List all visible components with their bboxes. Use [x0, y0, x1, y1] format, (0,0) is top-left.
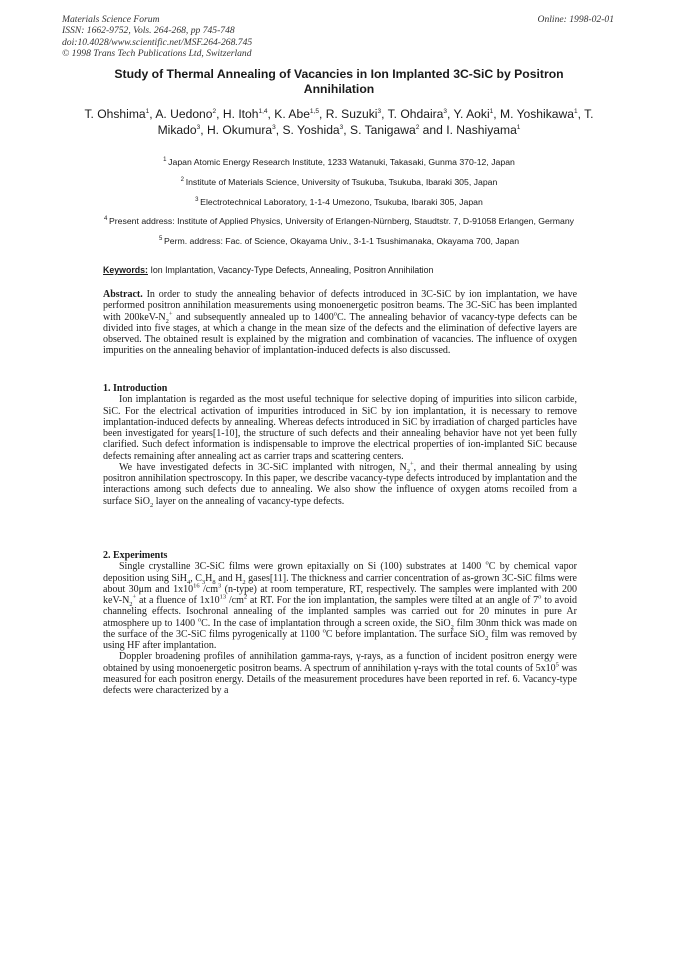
author-name: M. Yoshikawa [500, 107, 574, 121]
author-affiliation-mark: 3 [339, 124, 344, 132]
author-affiliation-mark: 2 [212, 107, 217, 115]
doi-line: doi:10.4028/www.scientific.net/MSF.264-268.745 [62, 36, 253, 48]
section-heading: 2. Experiments [103, 550, 168, 561]
author-affiliation-mark: 2 [415, 124, 420, 132]
author-name: T. Mikado [157, 107, 594, 138]
affiliation: $^2$ Institute of Materials Science, University of Tsukuba, Tsukuba, Ibaraki 305, Japan [180, 176, 498, 187]
paragraph: Single crystalline 3C-SiC films were grown epitaxially on Si (100) substrates at 1400 $^o$C by chemical vapor deposition using SiH$_4$, $C_3H_8$ and $H_2$ gases[11]. The thickness and carrier concentration of as-grown 3C-SiC films were about 30μm and $1x10^{16}$ $/cm^3$ (n-type) at room temperature, RT, respectively. The samples were implanted with 200 keV-$N_2^+$ at a fluence of $1x10^{13}$ $/cm^2$ at RT. For the ion implantation, the samples were tilted at an angle of 7$^o$ to avoid channeling effects. Isochronal annealing of the implanted samples was carried out for 20 minutes in pure Ar atmosphere up to 1400 $^o$C. In the case of implantation through a screen oxide, the SiO$_2$ film 30nm thick was made on the surface of the 3C-SiC films pyrogenically at 1100 $^o$C before implantation. The surface SiO$_2$ film was removed by using HF after implantation. [103, 559, 578, 651]
author-affiliation-mark: 1 [573, 107, 578, 115]
affiliation: $^3$ Electrotechnical Laboratory, 1-1-4 Umezono, Tsukuba, Ibaraki 305, Japan [195, 196, 483, 207]
journal-name: Materials Science Forum [62, 14, 160, 25]
affiliation: $^5$ Perm. address: Fac. of Science, Okayama Univ., 3-1-1 Tsushimanaka, Okayama 700, Japan [158, 236, 520, 247]
experiments-section [103, 550, 577, 696]
abstract [103, 289, 577, 357]
author-affiliation-mark: 3 [443, 107, 448, 115]
paragraph: We have investigated defects in 3C-SiC implanted with nitrogen, $N_2^+$, and their thermal annealing by using positron annihilation spectroscopy. In this paper, we describe vacancy-type defects introduced by implantation and the interactions among such defects due to annealing. We also show the influence of oxygen atoms recoiled from a surface SiO$_2$ layer on the annealing of vacancy-type defects. [103, 460, 577, 509]
author-name: S. Tanigawa [350, 123, 416, 138]
issn-line: ISSN: 1662-9752, Vols. 264-268, pp 745-748 [62, 25, 235, 37]
author-affiliation-mark: 1 [489, 107, 494, 115]
author-name: R. Suzuki [325, 107, 378, 121]
author-name: H. Okumura [206, 123, 273, 138]
author-affiliation-mark: 3 [377, 107, 382, 115]
keywords [103, 265, 583, 275]
introduction-section [103, 383, 577, 507]
author-affiliation-mark: 1,5 [309, 107, 319, 115]
author-name: Y. Aoki [453, 107, 490, 121]
paragraph: Doppler broadening profiles of annihilation gamma-rays, γ-rays, as a function of incident positron energy were obtained by using monoenergetic positron beams. A spectrum of annihilation γ-rays with the total counts of $5x10^5$ was measured for each positron energy. Details of the measurement procedures have been reported in ref. 6. Vacancy-type defects were characterized by a [103, 651, 578, 696]
article-metadata [62, 14, 618, 60]
copyright-line: © 1998 Trans Tech Publications Ltd, Switzerland [62, 48, 252, 60]
author-name: A. Uedono [155, 107, 213, 121]
affiliation-list [80, 157, 598, 256]
author-name: S. Yoshida [282, 123, 340, 138]
author-name: I. Nashiyama [446, 123, 517, 138]
online-date: Online: 1998-02-01 [537, 14, 614, 25]
author-affiliation-mark: 1 [145, 107, 150, 115]
affiliation: $^4$ Present address: Institute of Applied Physics, University of Erlangen-Nürnberg, Staudtstr. 7, D-91058 Erlangen, Germany [103, 216, 575, 227]
abstract-label: Abstract. [103, 289, 143, 300]
author-name: T. Ohdaira [387, 107, 444, 121]
author-name: H. Itoh [222, 107, 259, 121]
author-name: T. Ohshima [84, 107, 146, 121]
author-name: K. Abe [274, 107, 310, 121]
affiliation: $^1$ Japan Atomic Energy Research Institute, 1233 Watanuki, Takasaki, Gunma 370-12, Japan [163, 157, 515, 167]
abstract-text: In order to study the annealing behavior of defects introduced in 3C-SiC by ion implantation, we have performed positron annihilation measurements using monoenergetic positron beams. The 3C-SiC has been implanted with $200keV-N_2^+$ and subsequently annealed up to 1400$^o$C. The annealing behavior of vacancy-type defects can be divided into five stages, at which a change in the mean size of the defects and the elimination of defective layers are observed. The obtained result is explained by the migration and combination of vacancies. The influence of oxygen impurities on the annealing behavior of implantation-induced defects is also discussed. [103, 289, 578, 357]
section-heading: 1. Introduction [103, 383, 168, 394]
author-affiliation-mark: 3 [196, 124, 201, 132]
paragraph: Ion implantation is regarded as the most useful technique for selective doping of impurities into silicon carbide, SiC. For the electrical activation of impurities introduced in SiC by ion implantation, it is necessary to remove implantation-induced defects by annealing. Whereas defects introduced in SiC by irradiation of charged particles have been investigated for years[1-10], the structure of such defects and their annealing behavior have not yet been fully clarified. Such defect information is indispensable to improve the electrical properties of ion-implanted SiC because defects remaining after annealing act as carrier traps and scattering centers. [103, 394, 577, 462]
author-list: T. Ohshima$^1$, A. Uedono$^2$, H. Itoh$^{1,4}$, K. Abe$^{1,5}$, R. Suzuki$^3$, T. Ohdaira$^3$, Y. Aoki$^1$, M. Yoshikawa$^1$, T. Mikado$^3$, H. Okumura$^3$, S. Yoshida$^3$, S. Tanigawa$^2$ and I. Nashiyama$^1$ [84, 107, 594, 138]
author-affiliation-mark: 1 [516, 124, 521, 132]
paper-title: Study of Thermal Annealing of Vacancies in Ion Implanted 3C-SiC by Positron Annihilation [114, 67, 564, 96]
keywords-label: Keywords: [103, 265, 148, 275]
keywords-text: Ion Implantation, Vacancy-Type Defects, Annealing, Positron Annihilation [150, 265, 434, 275]
author-affiliation-mark: 3 [272, 124, 276, 132]
author-affiliation-mark: 1,4 [258, 107, 268, 115]
